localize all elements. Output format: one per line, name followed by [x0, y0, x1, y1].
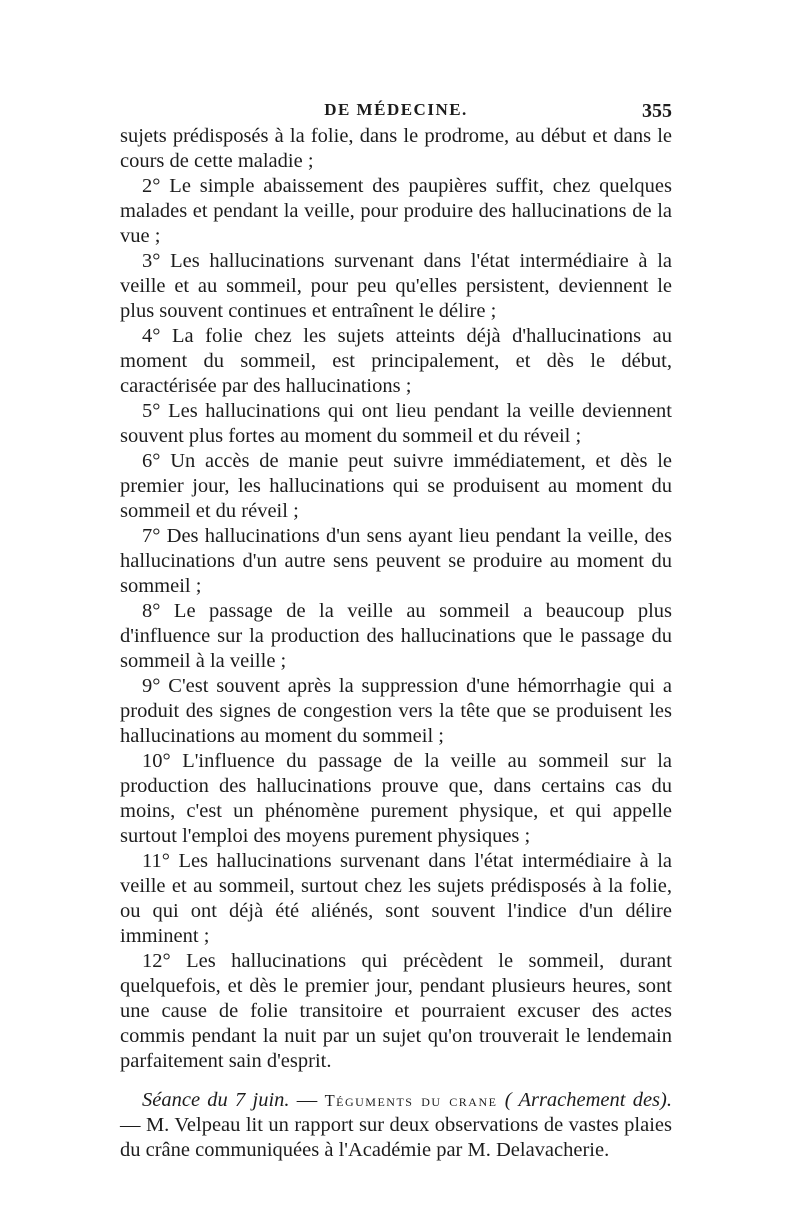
seance-date: Séance du 7 juin. [142, 1089, 290, 1111]
seance-text: — M. Velpeau lit un rapport sur deux observations de vastes plaies du crâne communiquées à l'Académie par M. Delavacherie. [120, 1114, 672, 1161]
seance-paragraph [120, 1088, 672, 1163]
paragraph-item-11: 11° Les hallucinations survenant dans l'état intermédiaire à la veille et au sommeil, surtout chez les sujets prédisposés à la folie, ou qui ont déjà été aliénés, sont souvent l'indice d'un délire imminent ; [120, 850, 672, 947]
seance-dash: — [289, 1089, 325, 1111]
seance-subtitle: ( Arrachement des). [504, 1089, 672, 1111]
paragraph-item-9: 9° C'est souvent après la suppression d'une hémorrhagie qui a produit des signes de congestion vers la tête que se produisent les hallucinations au moment du sommeil ; [120, 675, 672, 747]
body-text [120, 124, 672, 1163]
paragraph-item-3: 3° Les hallucinations survenant dans l'état intermédiaire à la veille et au sommeil, pour peu qu'elles persistent, deviennent le plus souvent continues et entraînent le délire ; [120, 250, 672, 322]
paragraph-item-10: 10° L'influence du passage de la veille au sommeil sur la production des hallucinations prouve que, dans certains cas du moins, c'est un phénomène purement physique, et qui appelle surtout l'emploi des moyens purement physiques ; [120, 750, 672, 847]
paragraph-item-8: 8° Le passage de la veille au sommeil a beaucoup plus d'influence sur la production des hallucinations que le passage du sommeil à la veille ; [120, 600, 672, 672]
running-title: DE MÉDECINE. [324, 100, 468, 119]
paragraph-item-6: 6° Un accès de manie peut suivre immédiatement, et dès le premier jour, les hallucinations qui se produisent au moment du sommeil et du réveil ; [120, 450, 672, 522]
page-number: 355 [642, 100, 672, 122]
paragraph-continuation: sujets prédisposés à la folie, dans le prodrome, au début et dans le cours de cette maladie ; [120, 125, 672, 172]
seance-title: Téguments du crane [324, 1091, 498, 1110]
paragraph-item-5: 5° Les hallucinations qui ont lieu pendant la veille deviennent souvent plus fortes au moment du sommeil et du réveil ; [120, 400, 672, 447]
paragraph-item-2: 2° Le simple abaissement des paupières suffit, chez quelques malades et pendant la veille, pour produire des hallucinations de la vue ; [120, 175, 672, 247]
paragraph-item-4: 4° La folie chez les sujets atteints déjà d'hallucinations au moment du sommeil, est principalement, et dès le début, caractérisée par des hallucinations ; [120, 325, 672, 397]
paragraph-item-7: 7° Des hallucinations d'un sens ayant lieu pendant la veille, des hallucinations d'un autre sens peuvent se produire au moment du sommeil ; [120, 525, 672, 597]
paragraph-item-12: 12° Les hallucinations qui précèdent le sommeil, durant quelquefois, et dès le premier jour, pendant plusieurs heures, sont une cause de folie transitoire et pourraient excuser des actes commis pendant la nuit par un sujet qu'on trouverait le lendemain parfaitement sain d'esprit. [120, 950, 672, 1072]
